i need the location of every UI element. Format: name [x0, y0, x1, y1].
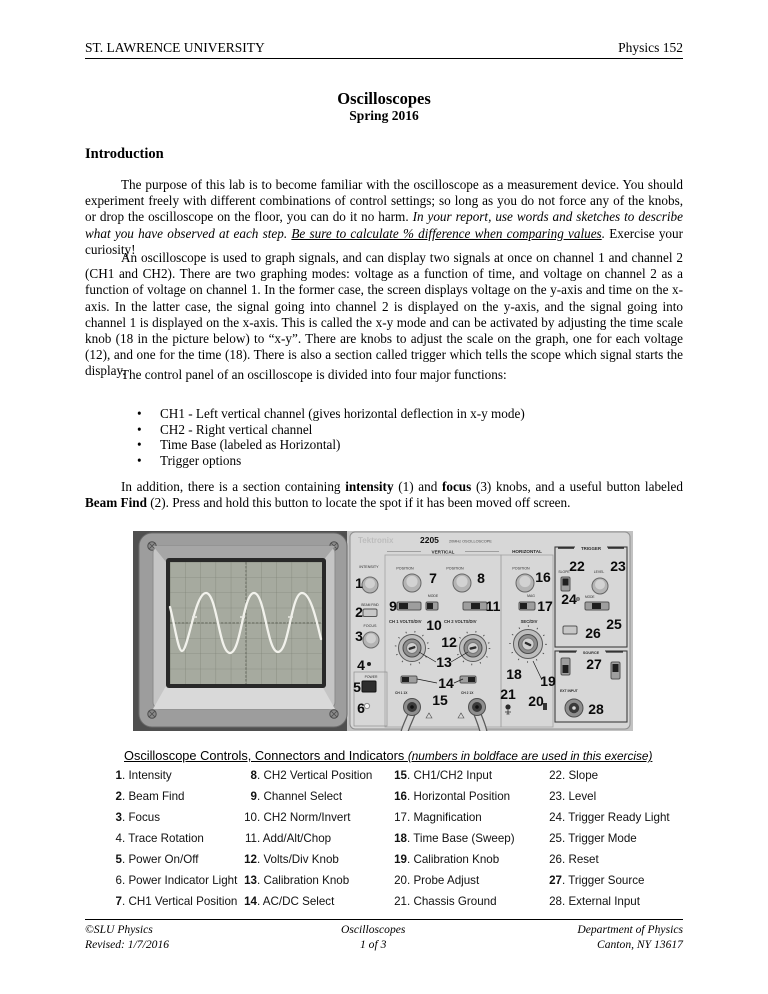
table-cell: 27. Trigger Source — [549, 874, 645, 887]
paragraph-run-italic: . — [601, 225, 610, 241]
slope-label: SLOPE — [558, 570, 570, 574]
page-subtitle: Spring 2016 — [349, 108, 419, 123]
reset-button — [563, 626, 577, 634]
table-cell: 3. Focus — [115, 811, 161, 824]
paragraph-purpose — [85, 177, 683, 258]
controls-table — [105, 769, 695, 916]
paragraph-run-bold: focus — [441, 479, 472, 494]
footer-left — [85, 923, 169, 952]
footer-address: Canton, NY 13617 — [596, 937, 683, 951]
bullet-text: • Time Base (labeled as Horizontal) — [160, 437, 341, 453]
callout-16: 16 — [535, 569, 551, 585]
oscilloscope-figure — [133, 531, 633, 731]
table-cell: 16. Horizontal Position — [394, 790, 511, 803]
table-cell: 23. Level — [549, 790, 597, 803]
table-heading-text: Oscilloscope Controls, Connectors and Indicators — [124, 748, 408, 763]
vertical-mode-label: MODE — [427, 594, 439, 598]
ch1-position-label: POSITION — [396, 566, 414, 571]
callout-12: 12 — [441, 634, 457, 650]
source-section-label: SOURCE — [582, 651, 600, 655]
paragraph-run-bold: Beam Find — [85, 495, 147, 511]
callout-26: 26 — [585, 625, 601, 641]
paragraph-run: In addition, there is a section containing — [121, 479, 346, 494]
callout-3: 3 — [355, 628, 363, 644]
paragraph-run-italic: In your report, use words and sketches to describe what you have observed at each step. — [85, 209, 683, 241]
table-cell: 28. External Input — [549, 895, 640, 908]
table-cell: 6. Power Indicator Light — [115, 874, 238, 887]
model-note: 20MHz OSCILLOSCOPE — [449, 539, 492, 544]
table-cell: 12. Volts/Div Knob — [244, 853, 339, 866]
footer-rule — [85, 919, 683, 920]
bullet-text: • Trigger options — [160, 452, 242, 468]
paragraph-run-italic-underline: Be sure to calculate % difference when comparing values — [291, 225, 602, 241]
callout-21: 21 — [500, 686, 516, 702]
bullet-item-trigger — [137, 453, 657, 469]
callout-20: 20 — [528, 693, 544, 709]
trace-rotation-adjust — [367, 662, 371, 666]
ch1-voltsdiv-label: CH 1 VOLTS/DIV — [389, 619, 422, 624]
section-heading-introduction: Introduction — [85, 146, 164, 162]
paragraph-intensity-focus — [85, 479, 683, 511]
level-label: LEVEL — [593, 570, 605, 574]
footer-department: Department of Physics — [577, 923, 683, 936]
callout-10: 10 — [426, 617, 442, 633]
table-cell: 15. CH1/CH2 Input — [394, 769, 493, 782]
function-bullet-list — [137, 406, 657, 468]
paragraph-run-bold: intensity — [345, 479, 394, 494]
paragraph-run: Exercise your curiosity! — [85, 225, 684, 257]
ext-input-bnc — [565, 699, 583, 717]
horizontal-section-label: HORIZONTAL — [512, 549, 542, 554]
page-footer — [85, 923, 683, 952]
footer-page-number: 1 of 3 — [359, 937, 387, 951]
table-cell: 2. Beam Find — [115, 790, 185, 803]
bullet-item-ch2 — [137, 422, 657, 438]
controls-table-heading — [124, 748, 684, 763]
callout-15: 15 — [432, 692, 448, 708]
paragraph-run: The purpose of this lab is to become familiar with the oscilloscope as a measurement device. You should experiment freely with different combinations of control settings; so long as you do not force any of the knobs, or drop the oscilloscope on the floor, you can do it no harm. — [85, 177, 683, 225]
footer-right — [577, 923, 683, 952]
bullet-text: • CH1 - Left vertical channel (gives horizontal deflection in x-y mode) — [160, 406, 525, 421]
table-cell: 7. CH1 Vertical Position — [115, 895, 238, 908]
callout-18: 18 — [506, 666, 522, 682]
paragraph-run: (2). Press and hold this button to locate the spot if it has been moved off screen. — [146, 495, 571, 511]
header-institution: ST. LAWRENCE UNIVERSITY — [85, 40, 265, 55]
intensity-label: INTENSITY — [359, 565, 379, 569]
bullet-item-timebase — [137, 437, 657, 453]
table-cell: 5. Power On/Off — [115, 853, 199, 866]
footer-copyright: ©SLU Physics — [85, 923, 153, 936]
callout-23: 23 — [610, 558, 626, 574]
ch2-voltsdiv-label: CH 2 VOLTS/DIV — [444, 619, 477, 624]
bezel-highlight — [153, 686, 335, 709]
table-cell: 20. Probe Adjust — [394, 874, 480, 887]
table-cell: 13. Calibration Knob — [244, 874, 350, 887]
callout-28: 28 — [588, 701, 604, 717]
callout-8: 8 — [477, 570, 485, 586]
table-cell: 14. AC/DC Select — [244, 895, 335, 908]
callout-22: 22 — [569, 558, 585, 574]
trigger-section-label: TRIGGER — [580, 546, 602, 551]
callout-9: 9 — [389, 598, 397, 614]
footer-center — [341, 923, 405, 952]
table-cell: 10. CH2 Norm/Invert — [244, 811, 351, 824]
callout-25: 25 — [606, 616, 622, 632]
callout-7: 7 — [429, 570, 437, 586]
ch1-input-label: CH 1 1X — [395, 691, 408, 695]
table-cell: 22. Slope — [549, 769, 599, 782]
trigger-mode-label: MODE — [585, 595, 595, 599]
callout-17: 17 — [537, 598, 553, 614]
table-cell: 11. Add/Alt/Chop — [244, 832, 332, 845]
header-rule — [85, 58, 683, 59]
table-cell: 21. Chassis Ground — [394, 895, 497, 908]
callout-27: 27 — [586, 656, 602, 672]
table-cell: 9. Channel Select — [250, 790, 343, 803]
table-cell: 26. Reset — [549, 853, 599, 866]
table-cell: 24. Trigger Ready Light — [549, 811, 670, 824]
vertical-section-label: VERTICAL — [431, 549, 455, 555]
table-cell: 19. Calibration Knob — [394, 853, 500, 866]
horizontal-position-label: POSITION — [512, 566, 530, 571]
callout-5: 5 — [353, 679, 361, 695]
power-label: POWER — [364, 675, 378, 679]
table-cell: 8. CH2 Vertical Position — [250, 769, 373, 782]
page-header — [85, 40, 683, 56]
callout-19: 19 — [540, 673, 556, 689]
ext-input-label: EXT INPUT — [560, 689, 578, 693]
ch2-position-label: POSITION — [446, 566, 464, 571]
mag-label: MAG — [527, 594, 535, 598]
paragraph-control-panel: The control panel of an oscilloscope is divided into four major functions: — [121, 367, 507, 382]
header-course: Physics 152 — [618, 40, 683, 55]
table-cell: 17. Magnification — [394, 811, 482, 824]
paragraph-modes: An oscilloscope is used to graph signals, and can display two signals at once on channel 1 and channel 2 (CH1 and CH2). There are two graphing modes: voltage as a function of time, and voltage on channel 2 as a function of voltage on channel 1. In the former case, the screen displays voltage on the y-axis and time on the x-axis. In the latter case, the signal going into channel 2 is displayed on the y-axis, and the signal going into channel 1 is displayed on the x-axis. This is called the x-y mode and can be activated by adjusting the time scale knob (18 in the picture below) to “x-y”. There are knobs to adjust the scale on the graph, one for each voltage (12), and one for the time (18). There is also a section called trigger which tells the scope which signal starts the display. — [85, 250, 683, 379]
callout-4: 4 — [357, 657, 365, 673]
callout-11: 11 — [485, 598, 501, 614]
ch2-input-label: CH 2 1X — [461, 691, 474, 695]
table-cell: 1. Intensity — [115, 769, 172, 782]
beam-find-label: BEAM FIND — [361, 603, 379, 607]
focus-label: FOCUS — [363, 624, 377, 628]
bullet-text: • CH2 - Right vertical channel — [160, 421, 313, 437]
callout-14: 14 — [438, 675, 454, 691]
callout-1: 1 — [355, 575, 363, 591]
power-button — [362, 681, 376, 692]
paragraph-run: (1) and — [393, 479, 442, 494]
crt-screen — [170, 562, 322, 684]
callout-24: 24 — [561, 591, 577, 607]
page-title: Oscilloscopes — [337, 89, 431, 108]
power-indicator-light — [364, 703, 369, 708]
oscilloscope-photo — [133, 531, 633, 731]
brand-logo: Tektronix — [358, 536, 394, 545]
footer-doc-title: Oscilloscopes — [341, 923, 406, 936]
table-heading-note: (numbers in boldface are used in this exercise) — [407, 749, 653, 763]
callout-13: 13 — [436, 654, 452, 670]
bullet-item-ch1 — [137, 406, 657, 422]
secdiv-label: SEC/DIV — [520, 619, 538, 624]
table-cell: 4. Trace Rotation — [115, 832, 204, 845]
model-number: 2205 — [420, 535, 439, 545]
table-cell: 25. Trigger Mode — [549, 832, 637, 845]
beam-find-button — [363, 609, 377, 617]
footer-revised-date: Revised: 1/7/2016 — [85, 937, 170, 951]
paragraph-run: (3) knobs, and a useful button labeled — [471, 479, 684, 494]
callout-2: 2 — [355, 604, 363, 620]
table-cell: 18. Time Base (Sweep) — [394, 832, 515, 845]
callout-6: 6 — [357, 700, 365, 716]
